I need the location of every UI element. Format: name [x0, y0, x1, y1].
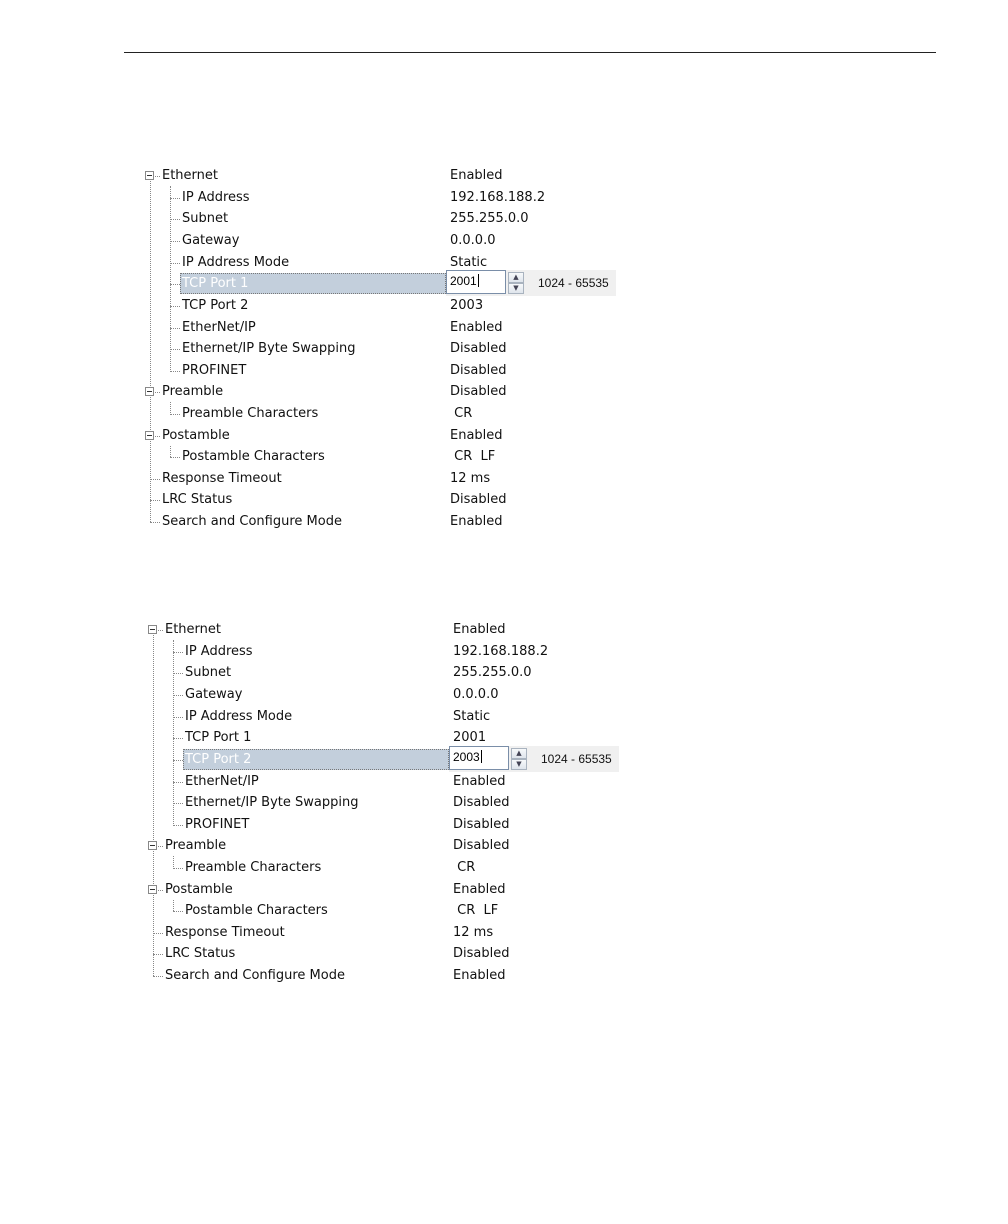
- valid-range-text: 1024 - 65535: [538, 276, 609, 290]
- tree-branch: [173, 738, 183, 739]
- tree-branch: [173, 673, 183, 674]
- tree-branch: [150, 522, 160, 523]
- settings-tree-panel: [148, 165, 628, 545]
- row-label: TCP Port 2: [182, 298, 249, 313]
- row-label: EtherNet/IP: [185, 774, 259, 789]
- row-value: Enabled: [450, 168, 503, 183]
- row-label: PROFINET: [182, 363, 247, 378]
- row-label: Preamble Characters: [185, 860, 322, 875]
- row-label: LRC Status: [165, 946, 236, 961]
- row-value: 0.0.0.0: [450, 233, 496, 248]
- row-label: Postamble Characters: [182, 449, 325, 464]
- row-value: Disabled: [450, 492, 507, 507]
- row-label: Preamble Characters: [182, 406, 319, 421]
- row-value: 2001: [453, 730, 487, 745]
- row-label: Subnet: [182, 211, 229, 226]
- row-label: Gateway: [185, 687, 243, 702]
- tree-branch: [170, 371, 180, 372]
- collapse-icon[interactable]: [148, 885, 157, 894]
- tcp-port-input[interactable]: 2001: [446, 270, 506, 294]
- tree-guide-line: [173, 856, 174, 867]
- page-header-rule: [124, 52, 936, 53]
- row-value: 12 ms: [453, 925, 494, 940]
- settings-tree-panel: [151, 619, 631, 999]
- row-label: Ethernet/IP Byte Swapping: [185, 795, 359, 810]
- tree-branch: [170, 284, 180, 285]
- collapse-icon[interactable]: [145, 387, 154, 396]
- tree-branch: [170, 219, 180, 220]
- row-value: Disabled: [450, 384, 507, 399]
- row-value: 2003: [450, 298, 484, 313]
- row-label: Gateway: [182, 233, 240, 248]
- row-value: 192.168.188.2: [450, 190, 546, 205]
- tree-guide-line: [170, 446, 171, 457]
- tree-branch: [153, 954, 163, 955]
- tree-branch: [173, 825, 183, 826]
- row-value: Enabled: [453, 968, 506, 983]
- row-label: EtherNet/IP: [182, 320, 256, 335]
- row-label: Postamble Characters: [185, 903, 328, 918]
- row-value: Disabled: [453, 946, 510, 961]
- spin-down-icon[interactable]: ▼: [511, 759, 527, 770]
- row-label: TCP Port 1: [185, 730, 252, 745]
- row-label: Postamble: [165, 882, 233, 897]
- tree-guide-line: [170, 402, 171, 413]
- tree-branch: [173, 717, 183, 718]
- tree-branch: [170, 349, 180, 350]
- row-label: LRC Status: [162, 492, 233, 507]
- tree-branch: [170, 263, 180, 264]
- row-value: Disabled: [453, 838, 510, 853]
- tree-branch: [170, 457, 180, 458]
- row-value: Static: [453, 709, 491, 724]
- row-label: Preamble: [162, 384, 224, 399]
- row-label: Response Timeout: [165, 925, 285, 940]
- row-value: Disabled: [450, 363, 507, 378]
- row-value: Enabled: [450, 428, 503, 443]
- value-editor: [449, 746, 619, 772]
- tree-branch: [153, 933, 163, 934]
- port-spinner[interactable]: [508, 272, 524, 294]
- collapse-icon[interactable]: [148, 625, 157, 634]
- tree-branch: [150, 479, 160, 480]
- tree-branch: [173, 652, 183, 653]
- value-editor: [446, 270, 616, 296]
- row-label: Ethernet: [162, 168, 218, 183]
- row-value: CR LF: [453, 903, 499, 918]
- row-label: PROFINET: [185, 817, 250, 832]
- spin-up-icon[interactable]: ▲: [511, 748, 527, 759]
- tree-branch: [170, 414, 180, 415]
- tree-guide-line: [150, 175, 151, 522]
- tree-branch: [173, 760, 183, 761]
- spin-down-icon[interactable]: ▼: [508, 283, 524, 294]
- row-value: 12 ms: [450, 471, 491, 486]
- row-label: Response Timeout: [162, 471, 282, 486]
- row-label: IP Address Mode: [185, 709, 293, 724]
- row-label: Subnet: [185, 665, 232, 680]
- row-value: CR: [450, 406, 473, 421]
- row-label: Postamble: [162, 428, 230, 443]
- row-value: Disabled: [450, 341, 507, 356]
- row-label: Search and Configure Mode: [165, 968, 345, 983]
- tree-branch: [173, 782, 183, 783]
- tree-branch: [173, 911, 183, 912]
- row-label: Ethernet: [165, 622, 221, 637]
- tree-branch: [153, 976, 163, 977]
- tree-branch: [150, 500, 160, 501]
- tree-guide-line: [173, 640, 174, 824]
- row-value: Enabled: [453, 774, 506, 789]
- row-label: IP Address: [185, 644, 253, 659]
- spin-up-icon[interactable]: ▲: [508, 272, 524, 283]
- text-caret: [478, 274, 479, 287]
- row-value: 255.255.0.0: [450, 211, 529, 226]
- row-value: Enabled: [450, 320, 503, 335]
- row-label: IP Address Mode: [182, 255, 290, 270]
- row-value: Enabled: [453, 882, 506, 897]
- row-label: IP Address: [182, 190, 250, 205]
- row-value: CR LF: [450, 449, 496, 464]
- valid-range-text: 1024 - 65535: [541, 752, 612, 766]
- row-label: TCP Port 1: [180, 273, 446, 294]
- port-spinner[interactable]: [511, 748, 527, 770]
- row-value: Enabled: [450, 514, 503, 529]
- row-value: Disabled: [453, 795, 510, 810]
- text-caret: [481, 750, 482, 763]
- collapse-icon[interactable]: [145, 431, 154, 440]
- row-label: TCP Port 2: [183, 749, 449, 770]
- row-value: Disabled: [453, 817, 510, 832]
- tree-branch: [173, 803, 183, 804]
- row-value: 0.0.0.0: [453, 687, 499, 702]
- tree-branch: [170, 198, 180, 199]
- row-value: 192.168.188.2: [453, 644, 549, 659]
- row-value: Static: [450, 255, 488, 270]
- row-label: Ethernet/IP Byte Swapping: [182, 341, 356, 356]
- tree-branch: [170, 241, 180, 242]
- tree-guide-line: [173, 900, 174, 911]
- row-value: 255.255.0.0: [453, 665, 532, 680]
- collapse-icon[interactable]: [148, 841, 157, 850]
- tree-branch: [173, 868, 183, 869]
- tree-guide-line: [170, 186, 171, 370]
- row-label: Search and Configure Mode: [162, 514, 342, 529]
- tree-branch: [170, 306, 180, 307]
- tree-guide-line: [153, 629, 154, 976]
- tree-branch: [173, 695, 183, 696]
- row-value: Enabled: [453, 622, 506, 637]
- row-label: Preamble: [165, 838, 227, 853]
- tcp-port-input[interactable]: 2003: [449, 746, 509, 770]
- tree-branch: [170, 328, 180, 329]
- row-value: CR: [453, 860, 476, 875]
- collapse-icon[interactable]: [145, 171, 154, 180]
